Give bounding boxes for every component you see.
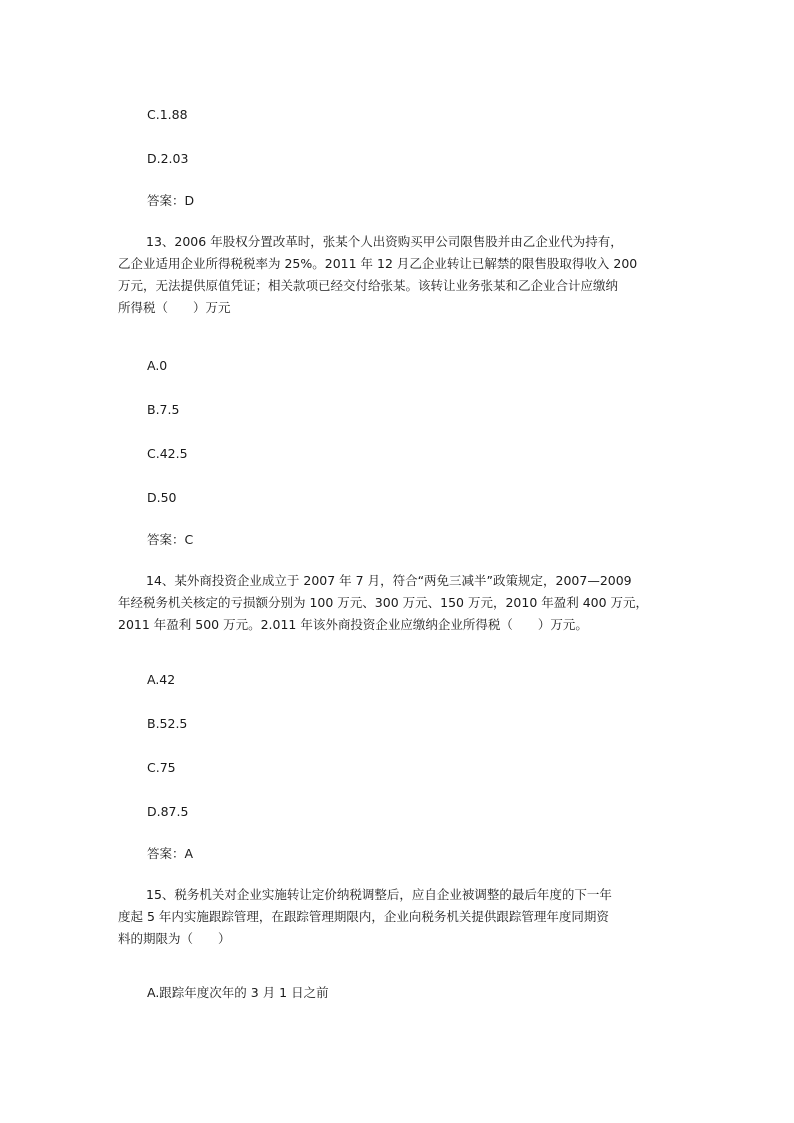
question-13-line: 13、2006 年股权分置改革时，张某个人出资购买甲公司限售股并由乙企业代为持有， xyxy=(146,234,623,249)
question-15-line: 15、税务机关对企业实施转让定价纳税调整后，应自企业被调整的最后年度的下一年 xyxy=(146,887,612,902)
option-c: C.1.88 xyxy=(147,107,188,122)
option-c: C.42.5 xyxy=(147,446,188,461)
option-a: A.跟踪年度次年的 3 月 1 日之前 xyxy=(147,985,329,1000)
answer-14: 答案：A xyxy=(147,846,194,861)
question-14 xyxy=(118,570,678,636)
option-a: A.42 xyxy=(147,672,176,687)
question-15-line: 度起 5 年内实施跟踪管理，在跟踪管理期限内，企业向税务机关提供跟踪管理年度同期资 xyxy=(118,909,609,924)
question-14-line: 2011 年盈利 500 万元。2.011 年该外商投资企业应缴纳企业所得税（ ）万元。 xyxy=(118,617,588,632)
question-14-line: 14、某外商投资企业成立于 2007 年 7 月，符合“两免三减半”政策规定，2007—2009 xyxy=(146,573,632,588)
question-15 xyxy=(118,884,678,950)
option-b: B.52.5 xyxy=(147,716,188,731)
question-13-line: 乙企业适用企业所得税税率为 25%。2011 年 12 月乙企业转让已解禁的限售股取得收入 200 xyxy=(118,256,638,271)
question-13 xyxy=(118,231,678,319)
option-d: D.2.03 xyxy=(147,151,189,166)
question-13-line: 万元，无法提供原值凭证；相关款项已经交付给张某。该转让业务张某和乙企业合计应缴纳 xyxy=(118,278,619,293)
answer-12: 答案：D xyxy=(147,193,195,208)
option-d: D.87.5 xyxy=(147,804,189,819)
answer-13: 答案：C xyxy=(147,532,194,547)
question-14-line: 年经税务机关核定的亏损额分别为 100 万元、300 万元、150 万元，2010 年盈利 400 万元， xyxy=(118,595,649,610)
option-b: B.7.5 xyxy=(147,402,180,417)
option-c: C.75 xyxy=(147,760,176,775)
option-d: D.50 xyxy=(147,490,177,505)
question-13-line: 所得税（ ）万元 xyxy=(118,300,231,315)
question-15-line: 料的期限为（ ） xyxy=(118,931,231,946)
option-a: A.0 xyxy=(147,358,168,373)
